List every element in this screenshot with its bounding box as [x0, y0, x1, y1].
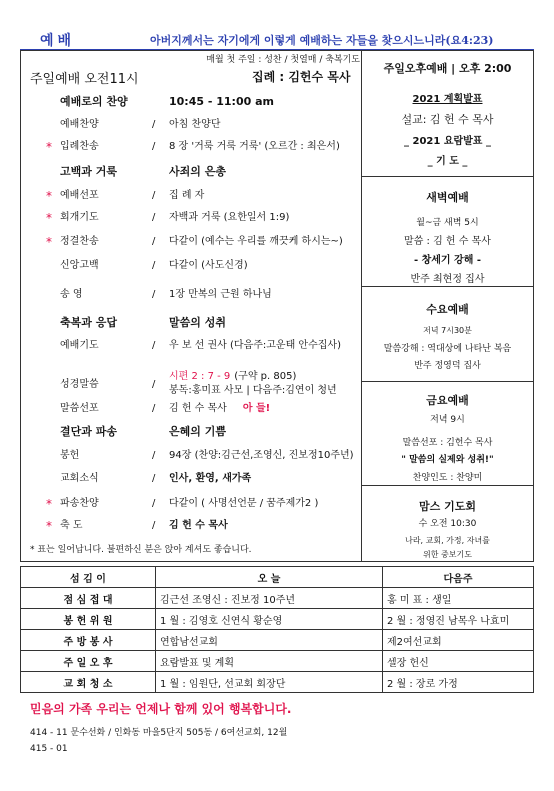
separator-slash: / — [152, 141, 156, 152]
afternoon-line2: 설교: 김 헌 수 목사 — [401, 113, 494, 126]
dawn-title: 새벽예배 — [426, 191, 469, 204]
item-value-main: 김 헌 수 목사 — [169, 520, 228, 531]
duty-role: 주 방 봉 사 — [21, 630, 156, 651]
duty-col-header: 오 늘 — [156, 567, 383, 588]
moms-prayer-box — [362, 486, 533, 562]
duty-header-row — [21, 567, 534, 588]
footer-address-2: 415 - 01 — [30, 744, 68, 754]
worship-item — [22, 494, 358, 514]
section-row — [22, 92, 358, 112]
item-value-tail: 아 들! — [242, 403, 271, 414]
wednesday-service-box — [362, 287, 533, 382]
worship-item — [22, 232, 358, 252]
separator-slash: / — [152, 260, 156, 271]
duty-row — [21, 630, 534, 651]
item-value — [169, 232, 343, 252]
item-label: 축 도 — [60, 520, 83, 531]
fri-line2: 말씀선포 : 김헌수 목사 — [402, 438, 493, 448]
moms-line3: 위한 중보기도 — [423, 550, 472, 559]
duty-row — [21, 651, 534, 672]
separator-slash: / — [152, 379, 156, 390]
item-value — [169, 285, 272, 305]
dawn-service-box — [362, 177, 533, 287]
standing-marker: * — [46, 519, 52, 533]
duty-col-header: 섬 김 이 — [21, 567, 156, 588]
duty-next-week: 셀장 헌신 — [383, 651, 534, 672]
duty-next-week: 제2여선교회 — [383, 630, 534, 651]
section-row — [22, 313, 358, 333]
item-label: 회개기도 — [60, 212, 99, 223]
separator-slash: / — [152, 473, 156, 484]
item-value-main: 시편 2 : 7 - 9 — [169, 371, 231, 382]
wed-line1: 저녁 7시30분 — [423, 326, 472, 335]
worship-item — [22, 208, 358, 228]
separator-slash: / — [152, 212, 156, 223]
item-label: 입례찬송 — [60, 141, 99, 152]
item-value-main: 1장 만복의 근원 하나님 — [169, 289, 272, 300]
worship-item — [22, 399, 358, 419]
item-value — [169, 446, 354, 466]
separator-slash: / — [152, 498, 156, 509]
duty-col-header: 다음주 — [383, 567, 534, 588]
footer-address-1: 414 - 11 문수선화 / 인화동 마을5단지 505동 / 6여선교회, 12월 — [30, 728, 288, 738]
item-value — [169, 336, 341, 356]
worship-item — [22, 186, 358, 206]
worship-item — [22, 137, 358, 157]
item-value-main: 8 장 '거룩 거룩 거룩' (오르간 : 최은서) — [169, 141, 340, 152]
separator-slash: / — [152, 190, 156, 201]
worship-item — [22, 256, 358, 276]
moms-title: 맘스 기도회 — [419, 500, 476, 513]
item-value-main: 다같이 ( 사명선언문 / 꿈주제가2 ) — [169, 498, 319, 509]
item-label: 신앙고백 — [60, 260, 99, 271]
fri-line4: 찬양인도 : 찬양미 — [412, 473, 483, 483]
duty-today: 연합남선교회 — [156, 630, 383, 651]
duty-today: 요람발표 및 계획 — [156, 651, 383, 672]
sunday-service-title: 주일예배 오전11시 — [30, 72, 139, 87]
standing-marker: * — [46, 189, 52, 203]
item-value-main: 94장 (찬양:김근선,조영신, 진보정10주년) — [169, 450, 354, 461]
duty-role: 주 일 오 후 — [21, 651, 156, 672]
section-name: 예배로의 찬양 — [60, 95, 128, 108]
afternoon-line3: _ 2021 요람발표 _ — [404, 136, 491, 147]
item-label: 봉헌 — [60, 450, 80, 461]
section-value: 10:45 - 11:00 am — [169, 95, 274, 108]
duty-today: 1 월 : 김영호 신연식 황순영 — [156, 609, 383, 630]
item-value-main: 김 헌 수 목사 — [169, 403, 227, 414]
page-title: 예배 — [40, 33, 76, 49]
footer-title: 믿음의 가족 우리는 언제나 함께 있어 행복합니다. — [30, 702, 292, 716]
header-verse: 아버지께서는 자기에게 이렇게 예배하는 자들을 찾으시느니라(요4:23) — [150, 34, 494, 47]
separator-slash: / — [152, 340, 156, 351]
item-value — [169, 469, 251, 489]
standing-marker: * — [46, 211, 52, 225]
dawn-line4: 반주 최현정 집사 — [410, 274, 485, 285]
wed-line3: 반주 정영덕 집사 — [414, 361, 481, 371]
section-value: 은혜의 기쁨 — [169, 425, 226, 438]
item-value — [169, 186, 204, 206]
item-value — [169, 137, 340, 157]
item-value-tail: (구약 p. 805) — [234, 371, 297, 382]
worship-item — [22, 446, 358, 466]
friday-service-box — [362, 382, 533, 486]
duty-table — [20, 566, 534, 693]
separator-slash: / — [152, 520, 156, 531]
item-value — [169, 256, 248, 276]
section-name: 축복과 응답 — [60, 316, 117, 329]
item-label: 성경말씀 — [60, 379, 99, 390]
section-name: 고백과 거룩 — [60, 165, 117, 178]
item-value — [169, 494, 318, 514]
dawn-line1: 월~금 새벽 5시 — [416, 218, 479, 228]
item-label: 예배찬양 — [60, 119, 99, 130]
duty-next-week: 2 월 : 정영진 남목우 나효미 — [383, 609, 534, 630]
wed-line2: 말씀강해 : 역대상에 나타난 복음 — [383, 344, 512, 354]
item-value — [169, 399, 270, 419]
standing-marker: * — [46, 235, 52, 249]
duty-role: 점 심 접 대 — [21, 588, 156, 609]
item-label: 정결찬송 — [60, 236, 99, 247]
standing-note: * 표는 일어납니다. 불편하신 분은 앉아 계셔도 좋습니다. — [30, 545, 252, 555]
duty-today: 김근선 조영신 : 진보정 10주년 — [156, 588, 383, 609]
item-value-second-line: 봉독:홍미표 사모 | 다음주:김연이 청년 — [169, 385, 337, 396]
item-value-main: 인사, 환영, 새가족 — [169, 473, 252, 484]
wed-title: 수요예배 — [426, 303, 469, 316]
afternoon-line4: _ 기 도 _ — [427, 156, 468, 167]
item-label: 말씀선포 — [60, 403, 99, 414]
item-label: 교회소식 — [60, 473, 99, 484]
separator-slash: / — [152, 450, 156, 461]
item-label: 송 영 — [60, 289, 83, 300]
duty-next-week: 홍 미 표 : 생일 — [383, 588, 534, 609]
item-value — [169, 516, 228, 536]
moms-line2: 나라, 교회, 가정, 자녀를 — [405, 536, 490, 545]
worship-item — [22, 516, 358, 536]
item-value — [169, 370, 337, 398]
fri-title: 금요예배 — [426, 394, 469, 407]
item-value-main: 다같이 (예수는 우리를 깨끗케 하시는~) — [169, 236, 343, 247]
duty-next-week: 2 월 : 장로 가정 — [383, 672, 534, 693]
duty-today: 1 월 : 임원단, 선교회 회장단 — [156, 672, 383, 693]
fri-line3: " 말씀의 실제와 성취!" — [401, 455, 494, 465]
item-value-main: 다같이 (사도신경) — [169, 260, 248, 271]
item-label: 파송찬양 — [60, 498, 99, 509]
item-value-main: 아침 찬양단 — [169, 119, 221, 130]
separator-slash: / — [152, 119, 156, 130]
standing-marker: * — [46, 140, 52, 154]
item-value-main: 우 보 선 권사 (다음주:고운태 안수집사) — [169, 340, 341, 351]
afternoon-service-box — [362, 50, 533, 177]
item-value-main: 집 례 자 — [169, 190, 205, 201]
worship-item — [22, 336, 358, 356]
section-value: 말씀의 성취 — [169, 316, 226, 329]
duty-role: 교 회 청 소 — [21, 672, 156, 693]
separator-slash: / — [152, 236, 156, 247]
afternoon-line1: 2021 계획발표 — [412, 94, 483, 105]
item-value-main: 자백과 거룩 (요한일서 1:9) — [169, 212, 290, 223]
moms-line1: 수 오전 10:30 — [418, 519, 477, 529]
afternoon-title: 주일오후예배 | 오후 2:00 — [383, 62, 512, 75]
dawn-line3: - 창세기 강해 - — [413, 255, 482, 266]
section-row — [22, 162, 358, 182]
worship-item — [22, 370, 358, 400]
duty-row — [21, 672, 534, 693]
fri-line1: 저녁 9시 — [430, 415, 465, 425]
section-name: 결단과 파송 — [60, 425, 117, 438]
duty-role: 봉 헌 위 원 — [21, 609, 156, 630]
separator-slash: / — [152, 403, 156, 414]
section-row — [22, 422, 358, 442]
standing-marker: * — [46, 497, 52, 511]
item-label: 예배선포 — [60, 190, 99, 201]
separator-slash: / — [152, 289, 156, 300]
item-label: 예배기도 — [60, 340, 99, 351]
worship-item — [22, 115, 358, 135]
worship-item — [22, 469, 358, 489]
duty-row — [21, 588, 534, 609]
duty-row — [21, 609, 534, 630]
sunday-subtitle: 매월 첫 주일 : 성찬 / 첫열매 / 축복기도 — [206, 55, 360, 65]
section-value: 사죄의 은총 — [169, 165, 226, 178]
sunday-leader: 집례 : 김헌수 목사 — [252, 70, 351, 84]
item-value — [169, 115, 220, 135]
worship-item — [22, 285, 358, 305]
dawn-line2: 말씀 : 김 헌 수 목사 — [404, 236, 491, 247]
item-value — [169, 208, 289, 228]
